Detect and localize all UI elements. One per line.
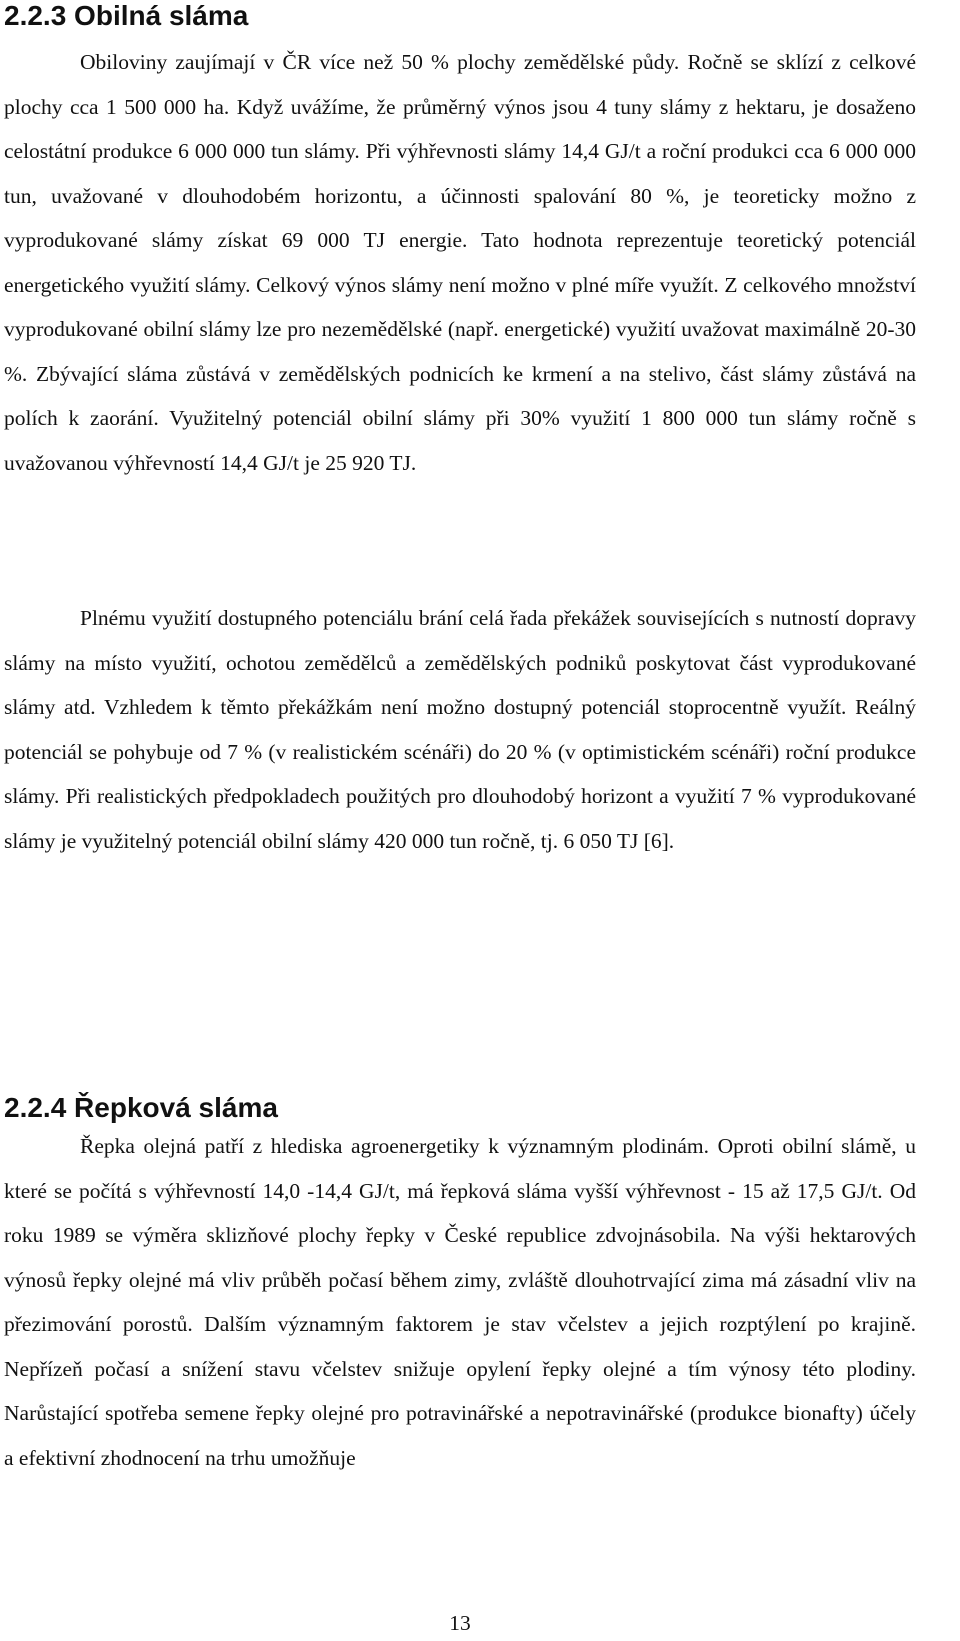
paragraph-obilna-slama-2: Plnému využití dostupného potenciálu brání celá řada překážek souvisejících s nutností dopravy slámy na místo využití, ochotou zemědělců a zemědělských podniků poskytovat část vyprodukované slámy atd. Vzhledem k těmto překážkám není možno dostupný potenciál stoprocentně využít. Reálný potenciál se pohybuje od 7 % (v realistickém scénáři) do 20 % (v optimistickém scénáři) roční produkce slámy. Při realistických předpokladech použitých pro dlouhodobý horizont a využití 7 % vyprodukované slámy je využitelný potenciál obilní slámy 420 000 tun ročně, tj. 6 050 TJ [6]. [4, 606, 916, 853]
section-heading-repkova-slama: 2.2.4 Řepková sláma [4, 1092, 278, 1123]
paragraph-repkova-slama-1: Řepka olejná patří z hlediska agroenergetiky k významným plodinám. Oproti obilní slámě, u které se počítá s výhřevností 14,0 -14,4 GJ/t, má řepková sláma vyšší výhřevnost - 15 až 17,5 GJ/t. Od roku 1989 se výměra sklizňové plochy řepky v České republice zdvojnásobila. Na výši hektarových výnosů řepky olejné má vliv průběh počasí během zimy, zvláště dlouhotrvající zima má zásadní vliv na přezimování porostů. Dalším významným faktorem je stav včelstev a jejich rozptýlení po krajině. Nepřízeň počasí a snížení stavu včelstev snižuje opylení řepky olejné a tím výnosy této plodiny. Narůstající spotřeba semene řepky olejné pro potravinářské a nepotravinářské (produkce bionafty) účely a efektivní zhodnocení na trhu umožňuje [4, 1134, 916, 1470]
page-number: 13 [449, 1611, 471, 1635]
paragraph-obilna-slama-1: Obiloviny zaujímají v ČR více než 50 % plochy zemědělské půdy. Ročně se sklízí z celkové plochy cca 1 500 000 ha. Když uvážíme, že průměrný výnos jsou 4 tuny slámy z hektaru, je dosaženo celostátní produkce 6 000 000 tun slámy. Při výhřevnosti slámy 14,4 GJ/t a roční produkci cca 6 000 000 tun, uvažované v dlouhodobém horizontu, a účinnosti spalování 80 %, je teoreticky možno z vyprodukované slámy získat 69 000 TJ energie. Tato hodnota reprezentuje teoretický potenciál energetického využití slámy. Celkový výnos slámy není možno v plné míře využít. Z celkového množství vyprodukované obilní slámy lze pro nezemědělské (např. energetické) využití uvažovat maximálně 20-30 %. Zbývající sláma zůstává v zemědělských podnicích ke krmení a na stelivo, část slámy zůstává na polích k zaorání. Využitelný potenciál obilní slámy při 30% využití 1 800 000 tun slámy ročně s uvažovanou výhřevností 14,4 GJ/t je 25 920 TJ. [4, 50, 916, 475]
section-heading-obilna-slama: 2.2.3 Obilná sláma [4, 0, 249, 31]
